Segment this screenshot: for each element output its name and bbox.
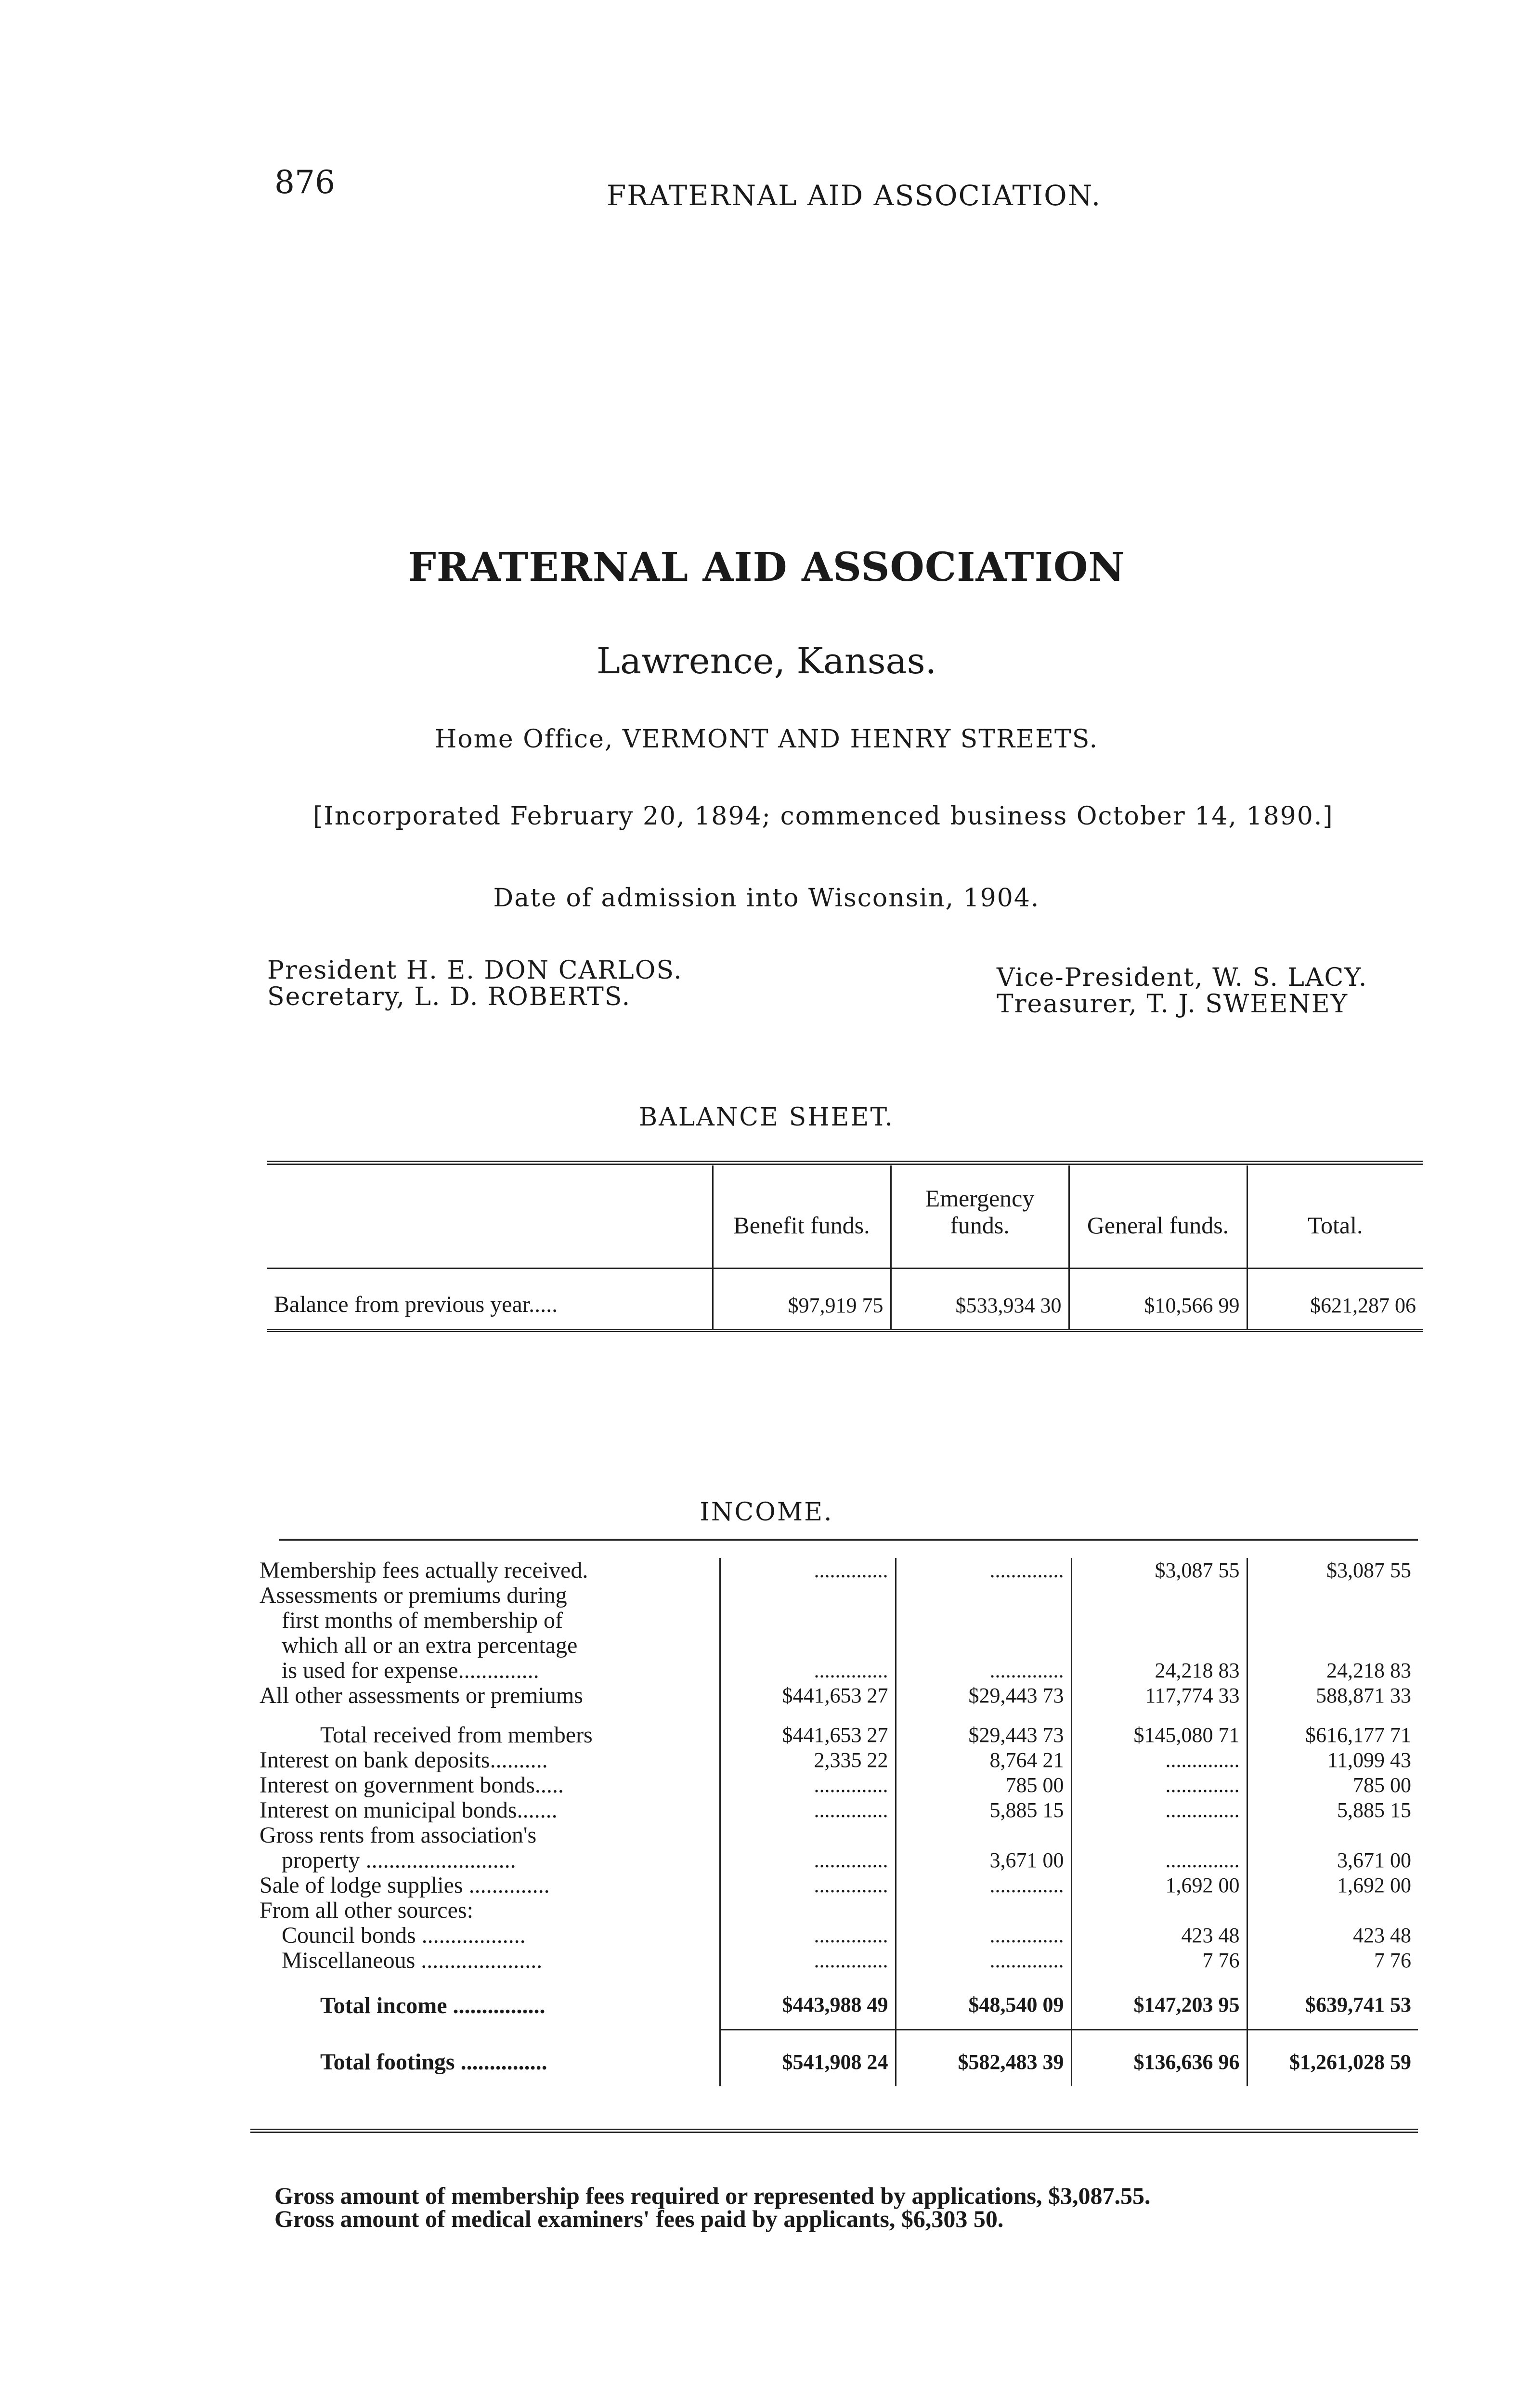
cell-emergency bbox=[896, 1633, 1071, 1658]
cell-emergency: .............. bbox=[896, 1948, 1071, 1973]
cell-total: 785 00 bbox=[1247, 1773, 1418, 1798]
table-row bbox=[253, 1658, 1418, 1683]
cell-general: $147,203 95 bbox=[1071, 1973, 1247, 2030]
cell-benefit: $443,988 49 bbox=[720, 1973, 896, 2030]
col-general-funds: General funds. bbox=[1069, 1165, 1247, 1269]
footnote-medical-fees: Gross amount of medical examiners' fees paid by applicants, $6,303 50. bbox=[274, 2205, 1004, 2232]
cell-general bbox=[1071, 1608, 1247, 1633]
page-number: 876 bbox=[274, 164, 335, 201]
page-title: FRATERNAL AID ASSOCIATION bbox=[408, 544, 1125, 590]
cell-emergency bbox=[896, 1583, 1071, 1608]
table-row bbox=[253, 1608, 1418, 1633]
cell-total bbox=[1247, 1633, 1418, 1658]
incorporation-note: [Incorporated February 20, 1894; commenced business October 14, 1890.] bbox=[313, 802, 1334, 831]
cell-general: $145,080 71 bbox=[1071, 1723, 1247, 1748]
table-row bbox=[253, 1798, 1418, 1823]
cell-total: $616,177 71 bbox=[1247, 1723, 1418, 1748]
table-row bbox=[253, 1773, 1418, 1798]
table-row bbox=[253, 1633, 1418, 1658]
cell-emergency bbox=[896, 1898, 1071, 1923]
cell-benefit bbox=[720, 1898, 896, 1923]
cell-total: $621,287 06 bbox=[1247, 1269, 1423, 1331]
table-row bbox=[267, 1269, 1423, 1331]
cell-emergency: .............. bbox=[896, 1558, 1071, 1583]
officer-secretary: Secretary, L. D. ROBERTS. bbox=[267, 982, 631, 1011]
home-office: Home Office, VERMONT AND HENRY STREETS. bbox=[434, 725, 1099, 754]
cell-total: 588,871 33 bbox=[1247, 1683, 1418, 1708]
cell-general: $10,566 99 bbox=[1069, 1269, 1247, 1331]
cell-emergency: 3,671 00 bbox=[896, 1848, 1071, 1873]
officer-vice-president: Vice-President, W. S. LACY. bbox=[997, 963, 1368, 992]
cell-benefit: .............. bbox=[720, 1848, 896, 1873]
cell-benefit bbox=[720, 1633, 896, 1658]
admission-date: Date of admission into Wisconsin, 1904. bbox=[493, 884, 1040, 913]
cell-benefit: .............. bbox=[720, 1658, 896, 1683]
cell-general bbox=[1071, 1633, 1247, 1658]
row-label: Sale of lodge supplies .............. bbox=[260, 1873, 550, 1898]
balance-sheet-heading: BALANCE SHEET. bbox=[638, 1103, 895, 1132]
row-label: Total received from members bbox=[320, 1723, 593, 1748]
cell-total: 11,099 43 bbox=[1247, 1748, 1418, 1773]
income-heading: INCOME. bbox=[700, 1498, 833, 1527]
cell-benefit: .............. bbox=[720, 1558, 896, 1583]
cell-benefit bbox=[720, 1823, 896, 1848]
row-label: Interest on bank deposits.......... bbox=[260, 1748, 548, 1773]
cell-total bbox=[1247, 1823, 1418, 1848]
cell-general: 7 76 bbox=[1071, 1948, 1247, 1973]
cell-emergency: $48,540 09 bbox=[896, 1973, 1071, 2030]
col-emergency-funds: Emergency funds. bbox=[891, 1165, 1069, 1269]
cell-total: 3,671 00 bbox=[1247, 1848, 1418, 1873]
table-row bbox=[253, 1898, 1418, 1923]
cell-emergency: $582,483 39 bbox=[896, 2030, 1071, 2087]
cell-general: 1,692 00 bbox=[1071, 1873, 1247, 1898]
cell-general bbox=[1071, 1898, 1247, 1923]
income-table bbox=[253, 1558, 1418, 2086]
cell-total bbox=[1247, 1608, 1418, 1633]
cell-total: $3,087 55 bbox=[1247, 1558, 1418, 1583]
table-row bbox=[253, 1683, 1418, 1708]
cell-benefit: .............. bbox=[720, 1923, 896, 1948]
balance-top-rule bbox=[267, 1161, 1423, 1165]
cell-general: .............. bbox=[1071, 1773, 1247, 1798]
table-row bbox=[253, 1848, 1418, 1873]
cell-benefit bbox=[720, 1583, 896, 1608]
cell-total: $639,741 53 bbox=[1247, 1973, 1418, 2030]
cell-benefit: 2,335 22 bbox=[720, 1748, 896, 1773]
cell-emergency: .............. bbox=[896, 1923, 1071, 1948]
row-label: first months of membership of bbox=[282, 1608, 563, 1633]
row-label: Interest on municipal bonds....... bbox=[260, 1798, 558, 1823]
cell-benefit bbox=[720, 1608, 896, 1633]
table-row bbox=[253, 1948, 1418, 1973]
row-label: Gross rents from association's bbox=[260, 1823, 537, 1848]
table-row bbox=[253, 1823, 1418, 1848]
row-label: is used for expense.............. bbox=[282, 1658, 539, 1683]
cell-benefit: .............. bbox=[720, 1948, 896, 1973]
cell-benefit: $541,908 24 bbox=[720, 2030, 896, 2087]
cell-benefit: .............. bbox=[720, 1773, 896, 1798]
cell-emergency: $29,443 73 bbox=[896, 1683, 1071, 1708]
spacer-row bbox=[253, 1708, 1418, 1723]
cell-emergency: $29,443 73 bbox=[896, 1723, 1071, 1748]
row-label: Assessments or premiums during bbox=[260, 1583, 567, 1608]
cell-emergency: .............. bbox=[896, 1658, 1071, 1683]
total-income-label: Total income ................ bbox=[320, 1992, 546, 2018]
row-label: which all or an extra percentage bbox=[282, 1633, 578, 1658]
cell-benefit: $441,653 27 bbox=[720, 1683, 896, 1708]
cell-total: $1,261,028 59 bbox=[1247, 2030, 1418, 2087]
total-footings-row bbox=[253, 2030, 1418, 2087]
cell-general: 24,218 83 bbox=[1071, 1658, 1247, 1683]
cell-benefit: .............. bbox=[720, 1798, 896, 1823]
cell-emergency: $533,934 30 bbox=[891, 1269, 1069, 1331]
cell-general: .............. bbox=[1071, 1798, 1247, 1823]
officer-treasurer: Treasurer, T. J. SWEENEY bbox=[997, 990, 1349, 1019]
table-row bbox=[253, 1923, 1418, 1948]
row-label: From all other sources: bbox=[260, 1898, 473, 1923]
cell-emergency: 785 00 bbox=[896, 1773, 1071, 1798]
row-label: Balance from previous year..... bbox=[267, 1269, 713, 1331]
officer-president: President H. E. DON CARLOS. bbox=[267, 956, 683, 985]
row-label: Membership fees actually received. bbox=[260, 1558, 588, 1583]
col-total: Total. bbox=[1247, 1165, 1423, 1269]
row-label: Council bonds .................. bbox=[282, 1923, 526, 1948]
cell-emergency bbox=[896, 1823, 1071, 1848]
total-income-row bbox=[253, 1973, 1418, 2030]
location: Lawrence, Kansas. bbox=[596, 641, 937, 682]
balance-header-blank bbox=[267, 1165, 713, 1269]
cell-general bbox=[1071, 1823, 1247, 1848]
table-row bbox=[253, 1558, 1418, 1583]
cell-benefit: $441,653 27 bbox=[720, 1723, 896, 1748]
cell-total: 5,885 15 bbox=[1247, 1798, 1418, 1823]
cell-emergency bbox=[896, 1608, 1071, 1633]
income-bottom-rule bbox=[250, 2129, 1418, 2133]
total-footings-label: Total footings ............... bbox=[320, 2049, 547, 2075]
cell-general: .............. bbox=[1071, 1848, 1247, 1873]
cell-general: $3,087 55 bbox=[1071, 1558, 1247, 1583]
cell-emergency: .............. bbox=[896, 1873, 1071, 1898]
cell-emergency: 8,764 21 bbox=[896, 1748, 1071, 1773]
cell-general: 423 48 bbox=[1071, 1923, 1247, 1948]
cell-general: 117,774 33 bbox=[1071, 1683, 1247, 1708]
running-title: FRATERNAL AID ASSOCIATION. bbox=[607, 179, 1102, 212]
balance-header-row bbox=[267, 1165, 1423, 1269]
col-benefit-funds: Benefit funds. bbox=[713, 1165, 891, 1269]
table-row bbox=[253, 1723, 1418, 1748]
cell-total: 24,218 83 bbox=[1247, 1658, 1418, 1683]
cell-emergency: 5,885 15 bbox=[896, 1798, 1071, 1823]
cell-total bbox=[1247, 1898, 1418, 1923]
row-label: Interest on government bonds..... bbox=[260, 1773, 564, 1798]
table-row bbox=[253, 1873, 1418, 1898]
table-row bbox=[253, 1748, 1418, 1773]
cell-total bbox=[1247, 1583, 1418, 1608]
row-label: property .......................... bbox=[282, 1848, 516, 1873]
footnote-membership-fees: Gross amount of membership fees required or represented by applications, $3,087.55. bbox=[274, 2182, 1151, 2209]
cell-benefit: $97,919 75 bbox=[713, 1269, 891, 1331]
cell-benefit: .............. bbox=[720, 1873, 896, 1898]
row-label: Miscellaneous ..................... bbox=[282, 1948, 543, 1973]
cell-total: 7 76 bbox=[1247, 1948, 1418, 1973]
cell-general: $136,636 96 bbox=[1071, 2030, 1247, 2087]
table-row bbox=[253, 1583, 1418, 1608]
income-top-rule bbox=[279, 1539, 1418, 1541]
cell-total: 423 48 bbox=[1247, 1923, 1418, 1948]
balance-sheet-table bbox=[267, 1165, 1423, 1332]
row-label: All other assessments or premiums bbox=[260, 1683, 583, 1708]
cell-general bbox=[1071, 1583, 1247, 1608]
cell-total: 1,692 00 bbox=[1247, 1873, 1418, 1898]
cell-general: .............. bbox=[1071, 1748, 1247, 1773]
